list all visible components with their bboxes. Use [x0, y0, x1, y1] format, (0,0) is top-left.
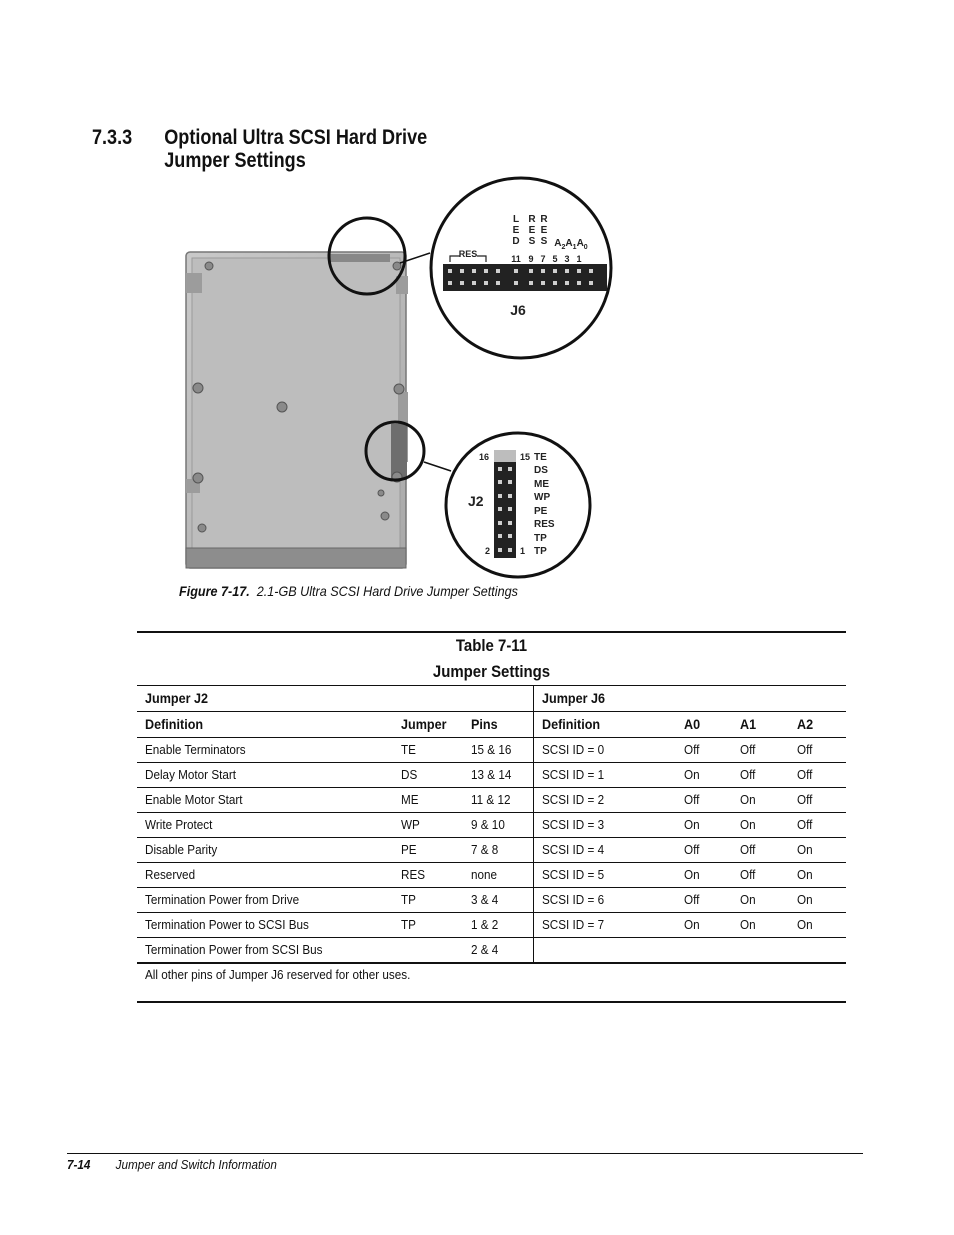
table-header-row	[137, 711, 846, 737]
table-row	[137, 937, 846, 962]
svg-text:9: 9	[528, 254, 534, 264]
cell-a0: On	[684, 767, 700, 782]
table-footnote: All other pins of Jumper J6 reserved for other uses.	[137, 962, 846, 1001]
table-group-row	[137, 685, 846, 711]
cell-a0: On	[684, 867, 700, 882]
cell-a1: Off	[740, 867, 756, 882]
figure-caption	[179, 583, 518, 599]
cell-a0: On	[684, 817, 700, 832]
jumper-settings-table	[137, 631, 846, 1003]
table-row	[137, 762, 846, 787]
cell-definition: Reserved	[145, 867, 196, 882]
cell-jumper: TE	[401, 742, 416, 757]
cell-jumper: PE	[401, 842, 417, 857]
cell-a1: Off	[740, 742, 756, 757]
cell-jumper: RES	[401, 867, 426, 882]
section-title-line1: Optional Ultra SCSI Hard Drive	[164, 126, 428, 149]
col-header-jumper: Jumper	[401, 716, 447, 732]
cell-definition: Enable Terminators	[145, 742, 246, 757]
svg-text:16: 16	[479, 452, 490, 462]
page-footer	[67, 1157, 277, 1172]
table-row	[137, 737, 846, 762]
drive-body	[186, 252, 408, 568]
svg-text:RES: R E S	[540, 214, 548, 247]
col-header-definition: Definition	[145, 716, 204, 732]
cell-pins: 2 & 4	[471, 942, 499, 957]
j6-address-label: $A_2A_1A_0$	[554, 238, 588, 251]
cell-a2: Off	[797, 792, 813, 807]
cell-jumper: TP	[401, 892, 416, 907]
footer-rule	[67, 1153, 863, 1154]
cell-pins: 7 & 8	[471, 842, 499, 857]
footer-section: Jumper and Switch Information	[115, 1157, 277, 1172]
j2-magnified-view	[446, 433, 590, 577]
cell-a1: On	[740, 917, 756, 932]
cell-a2: Off	[797, 767, 813, 782]
cell-a0: Off	[684, 892, 700, 907]
cell-definition: Write Protect	[145, 817, 213, 832]
cell-a2: Off	[797, 817, 813, 832]
svg-text:WP: WP	[534, 492, 551, 503]
section-number: 7.3.3	[92, 126, 133, 149]
j6-res-label: RES	[458, 249, 478, 259]
cell-a2: On	[797, 917, 813, 932]
j6-label: J6	[510, 302, 526, 318]
cell-a2: On	[797, 892, 813, 907]
svg-text:3: 3	[564, 254, 570, 264]
svg-text:RES: RES	[534, 519, 555, 530]
cell-definition-j6: SCSI ID = 2	[542, 792, 605, 807]
cell-a0: Off	[684, 842, 700, 857]
cell-definition: Termination Power to SCSI Bus	[145, 917, 309, 932]
cell-definition-j6: SCSI ID = 3	[542, 817, 605, 832]
cell-definition-j6: SCSI ID = 0	[542, 742, 605, 757]
col-header-a2: A2	[797, 716, 814, 732]
cell-definition: Termination Power from SCSI Bus	[145, 942, 323, 957]
j6-magnified-view	[431, 178, 611, 358]
cell-definition: Disable Parity	[145, 842, 218, 857]
svg-text:1: 1	[576, 254, 582, 264]
cell-a2: On	[797, 842, 813, 857]
cell-a1: On	[740, 792, 756, 807]
col-header-a1: A1	[740, 716, 757, 732]
group-header-j2: Jumper J2	[145, 690, 209, 706]
cell-pins: 9 & 10	[471, 817, 505, 832]
cell-definition-j6: SCSI ID = 6	[542, 892, 605, 907]
cell-definition: Enable Motor Start	[145, 792, 243, 807]
cell-a1: On	[740, 892, 756, 907]
section-heading	[92, 126, 427, 172]
table-row	[137, 837, 846, 862]
cell-a1: Off	[740, 842, 756, 857]
group-header-j6: Jumper J6	[542, 690, 606, 706]
cell-a0: On	[684, 917, 700, 932]
svg-text:TP: TP	[534, 533, 547, 544]
cell-pins: 11 & 12	[471, 792, 511, 807]
cell-jumper: ME	[401, 792, 419, 807]
cell-pins: 3 & 4	[471, 892, 499, 907]
page-number: 7-14	[67, 1157, 91, 1172]
col-header-definition-j6: Definition	[542, 716, 601, 732]
figure-caption-text: 2.1-GB Ultra SCSI Hard Drive Jumper Settings	[256, 583, 518, 599]
hard-drive-figure	[178, 176, 618, 581]
cell-a2: On	[797, 867, 813, 882]
svg-text:7: 7	[540, 254, 546, 264]
cell-jumper: WP	[401, 817, 420, 832]
j6-led-label: L E D	[512, 214, 520, 247]
svg-text:DS: DS	[534, 465, 548, 476]
cell-pins: none	[471, 867, 498, 882]
column-divider	[533, 685, 534, 962]
cell-jumper: TP	[401, 917, 416, 932]
table-row	[137, 862, 846, 887]
cell-definition-j6: SCSI ID = 1	[542, 767, 605, 782]
svg-text:ME: ME	[534, 479, 549, 490]
j2-label: J2	[468, 493, 484, 509]
table-title: Jumper Settings	[432, 662, 551, 681]
cell-definition-j6: SCSI ID = 5	[542, 867, 605, 882]
table-number: Table 7-11	[455, 636, 528, 655]
cell-pins: 15 & 16	[471, 742, 512, 757]
svg-text:1: 1	[520, 546, 526, 556]
svg-text:15: 15	[520, 452, 531, 462]
cell-a0: Off	[684, 792, 700, 807]
table-grid	[137, 685, 846, 962]
cell-jumper: DS	[401, 767, 418, 782]
svg-text:11: 11	[511, 254, 521, 264]
section-title-line2: Jumper Settings	[164, 149, 306, 172]
cell-definition: Termination Power from Drive	[145, 892, 300, 907]
cell-a2: Off	[797, 742, 813, 757]
svg-text:RES: R E S	[528, 214, 536, 247]
cell-definition-j6: SCSI ID = 4	[542, 842, 605, 857]
col-header-a0: A0	[684, 716, 701, 732]
table-row	[137, 887, 846, 912]
cell-pins: 13 & 14	[471, 767, 512, 782]
svg-text:PE: PE	[534, 506, 548, 517]
figure-caption-label: Figure 7-17.	[179, 583, 250, 599]
cell-a1: Off	[740, 767, 756, 782]
svg-text:TP: TP	[534, 546, 547, 557]
svg-text:5: 5	[552, 254, 558, 264]
svg-text:2: 2	[485, 546, 491, 556]
cell-pins: 1 & 2	[471, 917, 499, 932]
col-header-pins: Pins	[471, 716, 498, 732]
cell-a0: Off	[684, 742, 700, 757]
table-row	[137, 812, 846, 837]
cell-a1: On	[740, 817, 756, 832]
table-row	[137, 912, 846, 937]
cell-definition-j6: SCSI ID = 7	[542, 917, 605, 932]
cell-definition: Delay Motor Start	[145, 767, 237, 782]
svg-text:TE: TE	[534, 452, 547, 463]
table-row	[137, 787, 846, 812]
